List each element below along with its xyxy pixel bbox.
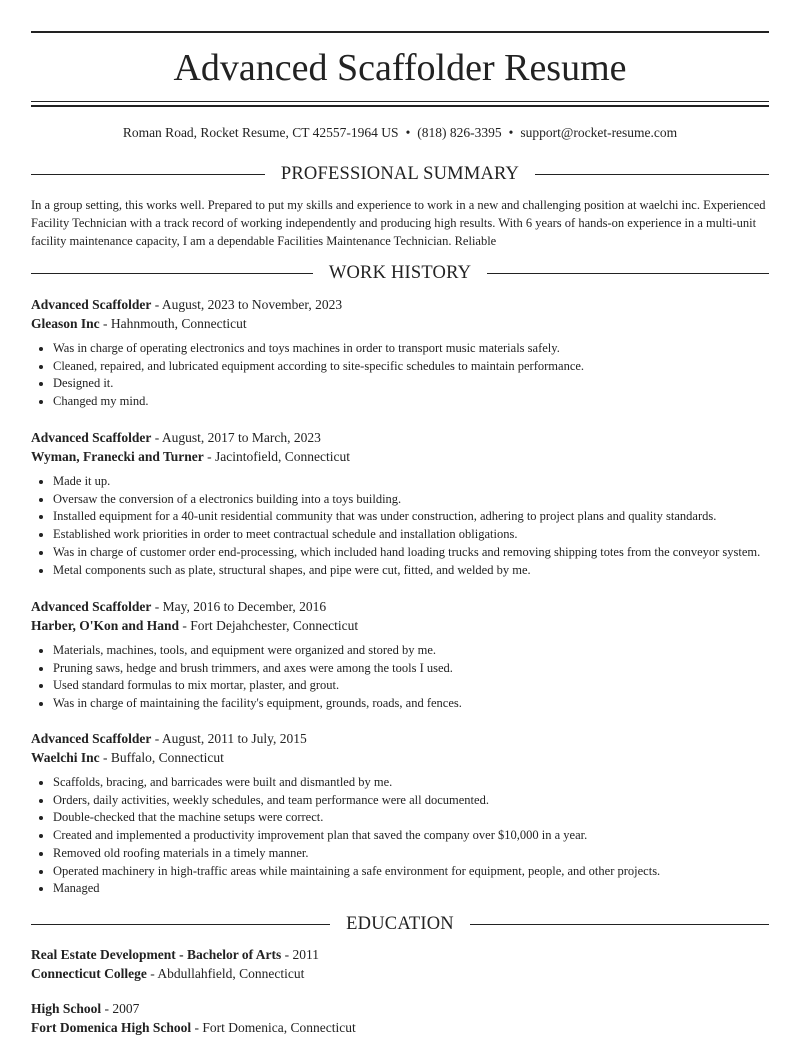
contact-phone: (818) 826-3395 bbox=[417, 125, 502, 140]
job-bullet: • Managed bbox=[53, 880, 769, 898]
contact-line bbox=[31, 124, 769, 142]
job-bullet: • Removed old roofing materials in a timely manner. bbox=[53, 845, 769, 863]
job-bullet: • Was in charge of customer order end-processing, which included hand loading trucks and removing shipping totes from the conveyor system. bbox=[53, 544, 769, 562]
job-bullet: • Scaffolds, bracing, and barricades were built and dismantled by me. bbox=[53, 774, 769, 792]
heading-rule bbox=[535, 174, 769, 175]
job-bullet: • Metal components such as plate, structural shapes, and pipe were cut, fitted, and welded by me. bbox=[53, 562, 769, 580]
job-bullet: • Was in charge of maintaining the facility's equipment, grounds, roads, and fences. bbox=[53, 695, 769, 713]
job-bullet: • Changed my mind. bbox=[53, 393, 769, 411]
job-dates: - August, 2017 to March, 2023 bbox=[151, 430, 321, 445]
job-bullets bbox=[31, 642, 769, 713]
heading-rule bbox=[31, 174, 265, 175]
section-heading-label: EDUCATION bbox=[346, 913, 454, 934]
contact-separator: • bbox=[508, 125, 514, 140]
job-bullet: • Installed equipment for a 40-unit residential community that was under construction, adhering to project plans and quality standards. bbox=[53, 508, 769, 526]
job-entry bbox=[31, 729, 769, 898]
summary-text: In a group setting, this works well. Prepared to put my skills and experience to work in a new and challenging position at waelchi inc. Experienced Facility Technician with a track record of working independently and producing high results. With 6 years of hands-on experience in a multi-unit facility maintenance capacity, I am a dependable Facilities Maintenance Technician. Reliable bbox=[31, 198, 766, 248]
title-rule-upper bbox=[31, 101, 769, 102]
education-entry bbox=[31, 999, 769, 1037]
job-entry bbox=[31, 597, 769, 713]
contact-address: Roman Road, Rocket Resume, CT 42557-1964 US bbox=[122, 125, 399, 140]
job-dates: - May, 2016 to December, 2016 bbox=[151, 599, 327, 614]
job-company: Wyman, Franecki and Turner bbox=[31, 449, 204, 464]
job-location: - Jacintofield, Connecticut bbox=[203, 449, 350, 464]
job-bullet: • Double-checked that the machine setups were correct. bbox=[53, 809, 769, 827]
title-rule-lower bbox=[31, 105, 769, 107]
job-location: - Hahnmouth, Connecticut bbox=[99, 316, 247, 331]
heading-rule bbox=[487, 273, 769, 274]
contact-separator: • bbox=[405, 125, 411, 140]
job-bullet: • Was in charge of operating electronics and toys machines in order to transport music materials safely. bbox=[53, 340, 769, 358]
section-heading-label: PROFESSIONAL SUMMARY bbox=[280, 163, 520, 184]
job-bullets bbox=[31, 340, 769, 411]
job-bullet: • Oversaw the conversion of a electronics building into a toys building. bbox=[53, 491, 769, 509]
job-bullet: • Operated machinery in high-traffic areas while maintaining a safe environment for equipment, people, and other projects. bbox=[53, 863, 769, 881]
job-bullet: • Created and implemented a productivity improvement plan that saved the company over $10,000 in a year. bbox=[53, 827, 769, 845]
job-bullet: • Used standard formulas to mix mortar, plaster, and grout. bbox=[53, 677, 769, 695]
education-location: - Fort Domenica, Connecticut bbox=[191, 1020, 356, 1035]
resume-title: Advanced Scaffolder Resume bbox=[173, 47, 627, 89]
job-company: Gleason Inc bbox=[31, 316, 100, 331]
job-bullet: • Established work priorities in order to meet contractual schedule and installation obligations. bbox=[53, 526, 769, 544]
job-title: Advanced Scaffolder bbox=[31, 599, 152, 614]
job-bullet: • Pruning saws, hedge and brush trimmers, and axes were among the tools I used. bbox=[53, 660, 769, 678]
job-entry bbox=[31, 428, 769, 579]
job-dates: - August, 2023 to November, 2023 bbox=[151, 297, 343, 312]
job-company: Waelchi Inc bbox=[31, 750, 100, 765]
education-degree: High School bbox=[31, 1001, 102, 1016]
job-bullets bbox=[31, 774, 769, 898]
top-rule bbox=[31, 31, 769, 33]
education-year: - 2007 bbox=[101, 1001, 140, 1016]
education-school: Connecticut College bbox=[31, 966, 147, 981]
job-title: Advanced Scaffolder bbox=[31, 430, 152, 445]
section-heading-summary bbox=[31, 163, 769, 185]
section-heading-work bbox=[31, 262, 769, 284]
section-heading-education bbox=[31, 913, 769, 935]
job-title: Advanced Scaffolder bbox=[31, 731, 152, 746]
education-degree: Real Estate Development - Bachelor of Arts bbox=[31, 947, 282, 962]
education-school: Fort Domenica High School bbox=[31, 1020, 192, 1035]
job-dates: - August, 2011 to July, 2015 bbox=[151, 731, 307, 746]
heading-rule bbox=[31, 924, 330, 925]
job-bullet: • Made it up. bbox=[53, 473, 769, 491]
heading-rule bbox=[470, 924, 769, 925]
job-title: Advanced Scaffolder bbox=[31, 297, 152, 312]
job-bullet: • Materials, machines, tools, and equipment were organized and stored by me. bbox=[53, 642, 769, 660]
education-year: - 2011 bbox=[281, 947, 319, 962]
job-location: - Fort Dejahchester, Connecticut bbox=[179, 618, 359, 633]
job-location: - Buffalo, Connecticut bbox=[99, 750, 224, 765]
education-location: - Abdullahfield, Connecticut bbox=[146, 966, 305, 981]
job-bullets bbox=[31, 473, 769, 579]
job-entry bbox=[31, 295, 769, 411]
contact-email[interactable]: support@rocket-resume.com bbox=[520, 125, 678, 140]
job-bullet: • Orders, daily activities, weekly schedules, and team performance were all documented. bbox=[53, 792, 769, 810]
heading-rule bbox=[31, 273, 313, 274]
education-entry bbox=[31, 945, 769, 983]
job-bullet: • Cleaned, repaired, and lubricated equipment according to site-specific schedules to maintain performance. bbox=[53, 358, 769, 376]
job-company: Harber, O'Kon and Hand bbox=[31, 618, 180, 633]
job-bullet: • Designed it. bbox=[53, 375, 769, 393]
section-heading-label: WORK HISTORY bbox=[328, 262, 472, 283]
